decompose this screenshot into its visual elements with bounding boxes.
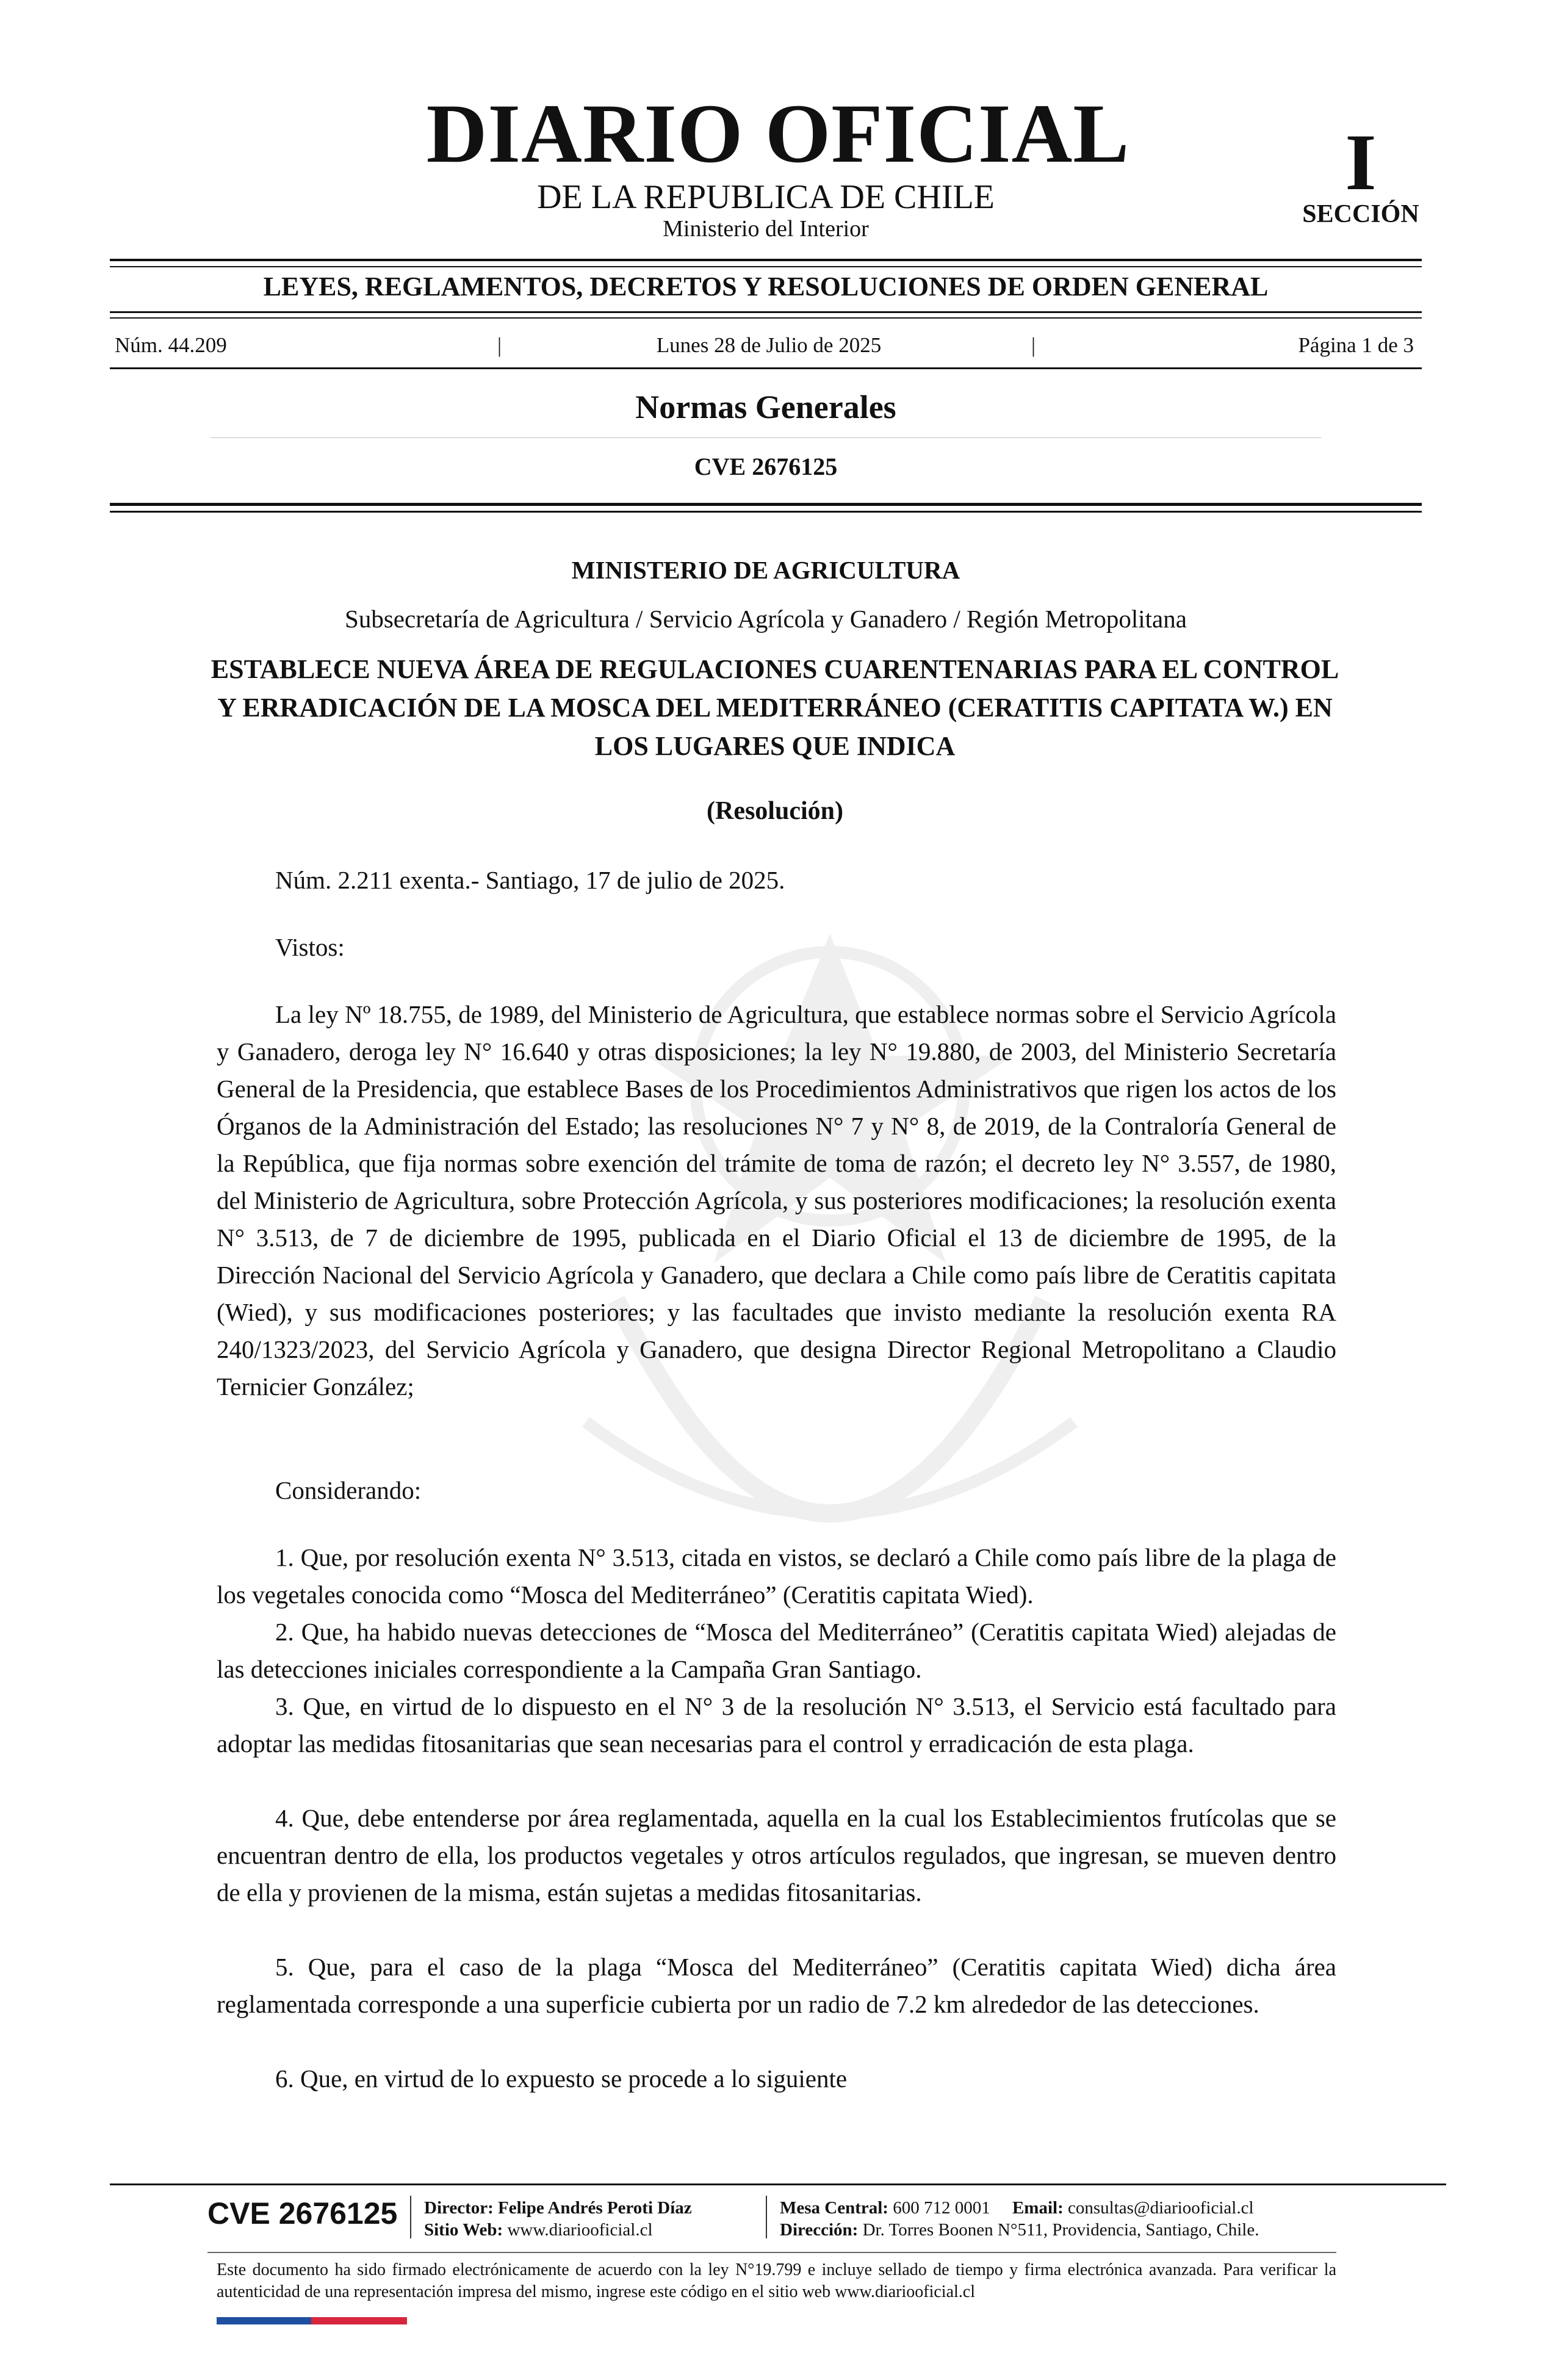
- issue-number: Núm. 44.209: [115, 333, 227, 357]
- document-title: ESTABLECE NUEVA ÁREA DE REGULACIONES CUARENTENARIAS PARA EL CONTROL Y ERRADICACIÓN DE LA MOSCA DEL MEDITERRÁNEO (CERATITIS CAPITATA W.) EN LOS LUGARES QUE INDICA: [211, 654, 1339, 761]
- email-link[interactable]: consultas@diariooficial.cl: [1068, 2198, 1254, 2218]
- considerando-item: 4. Que, debe entenderse por área reglamentada, aquella en la cual los Establecimientos frutícolas que se encuentran dentro de ella, los productos vegetales y otros artículos regulados, que ingresan, se mueven dentro de ella y provienen de la misma, están sujetas a medidas fitosanitarias.: [217, 1804, 1336, 1906]
- divider: [110, 503, 1422, 506]
- footer-separator: [410, 2196, 411, 2238]
- considerando-item: 3. Que, en virtud de lo dispuesto en el N° 3 de la resolución N° 3.513, el Servicio está facultado para adoptar las medidas fitosanitarias que sean necesarias para el control y erradicación de esta plaga.: [217, 1692, 1336, 1758]
- direccion-value: Dr. Torres Boonen N°511, Providencia, Santiago, Chile.: [862, 2220, 1259, 2240]
- divider: [110, 259, 1422, 261]
- director-name: Felipe Andrés Peroti Díaz: [498, 2198, 692, 2218]
- divider: [110, 266, 1422, 267]
- considerando-item: 2. Que, ha habido nuevas detecciones de “Mosca del Mediterráneo” (Ceratitis capitata Wied) alejadas de las detecciones iniciales correspondiente a la Campaña Gran Santiago.: [217, 1618, 1336, 1683]
- flag-bar-red: [311, 2317, 407, 2324]
- masthead-ministry: Ministerio del Interior: [663, 216, 869, 242]
- footer-mesa: [780, 2197, 1360, 2219]
- mesa-label: Mesa Central:: [780, 2198, 888, 2218]
- separator: |: [1031, 333, 1036, 357]
- divider: [110, 317, 1422, 319]
- director-label: Director:: [424, 2198, 494, 2218]
- footer-divider: [110, 2183, 1446, 2185]
- masthead-title: DIARIO OFICIAL: [426, 87, 1130, 180]
- considerando-label: Considerando:: [275, 1476, 422, 1504]
- cve-code: CVE 2676125: [694, 453, 838, 480]
- web-link[interactable]: www.diariooficial.cl: [507, 2220, 653, 2240]
- document-ministry: MINISTERIO DE AGRICULTURA: [571, 556, 960, 584]
- footer-cve: CVE 2676125: [207, 2196, 398, 2230]
- category-heading: LEYES, REGLAMENTOS, DECRETOS Y RESOLUCIONES DE ORDEN GENERAL: [263, 272, 1269, 301]
- mesa-phone: 600 712 0001: [893, 2198, 990, 2218]
- footer-direccion: [780, 2219, 1360, 2241]
- section-number: I: [1345, 117, 1377, 207]
- issue-date: Lunes 28 de Julio de 2025: [656, 333, 882, 357]
- considerando-item: 1. Que, por resolución exenta N° 3.513, citada en vistos, se declaró a Chile como país libre de la plaga de los vegetales conocida como “Mosca del Mediterráneo” (Ceratitis capitata Wied).: [217, 1543, 1336, 1609]
- direccion-label: Dirección:: [780, 2220, 859, 2240]
- separator: |: [497, 333, 502, 357]
- considerando-item: 6. Que, en virtud de lo expuesto se procede a lo siguiente: [275, 2064, 848, 2093]
- divider: [110, 511, 1422, 513]
- considerando-item: 5. Que, para el caso de la plaga “Mosca del Mediterráneo” (Ceratitis capitata Wied) dicha área reglamentada corresponde a una superficie cubierta por un radio de 7.2 km alrededor de las detecciones.: [217, 1953, 1336, 2018]
- section-heading: Normas Generales: [635, 389, 896, 425]
- divider: [211, 437, 1321, 438]
- footer-separator: [766, 2196, 767, 2238]
- web-label: Sitio Web:: [424, 2220, 503, 2240]
- document-subsecretaria: Subsecretaría de Agricultura / Servicio Agrícola y Ganadero / Región Metropolitana: [345, 605, 1187, 633]
- masthead-subtitle: DE LA REPUBLICA DE CHILE: [537, 178, 995, 216]
- footer-divider: [207, 2252, 1336, 2253]
- divider: [110, 311, 1422, 313]
- footer-web: [424, 2219, 766, 2241]
- email-label: Email:: [1012, 2198, 1064, 2218]
- vistos-text: La ley Nº 18.755, de 1989, del Ministerio de Agricultura, que establece normas sobre el Servicio Agrícola y Ganadero, deroga ley N° 16.640 y otras disposiciones; la ley N° 19.880, de 2003, del Ministerio Secretaría General de la Presidencia, que establece Bases de los Procedimientos Administrativos que rigen los actos de los Órganos de la Administración del Estado; las resoluciones N° 7 y N° 8, de 2019, de la Contraloría General de la República, que fija normas sobre exención del trámite de toma de razón; el decreto ley N° 3.557, de 1980, del Ministerio de Agricultura, sobre Protección Agrícola, y sus posteriores modificaciones; la resolución exenta N° 3.513, de 7 de diciembre de 1995, publicada en el Diario Oficial el 13 de diciembre de 1995, de la Dirección Nacional del Servicio Agrícola y Ganadero, que declara a Chile como país libre de Ceratitis capitata (Wied), y sus modificaciones posteriores; y las facultades que invisto mediante la resolución exenta RA 240/1323/2023, del Servicio Agrícola y Ganadero, que designa Director Regional Metropolitano a Claudio Ternicier González;: [217, 1000, 1336, 1401]
- section-label: SECCIÓN: [1302, 200, 1419, 228]
- page-count: Página 1 de 3: [1298, 333, 1414, 357]
- footer-legal: Este documento ha sido firmado electrónicamente de acuerdo con la ley N°19.799 e incluye sellado de tiempo y firma electrónica avanzada. Para verificar la autenticidad de una representación impresa del mismo, ingrese este código en el sitio web www.diariooficial.cl: [217, 2260, 1336, 2301]
- flag-bar-blue: [217, 2317, 311, 2324]
- resolution-number: Núm. 2.211 exenta.- Santiago, 17 de julio de 2025.: [275, 866, 785, 894]
- document-type: (Resolución): [707, 797, 843, 825]
- vistos-label: Vistos:: [275, 933, 345, 961]
- footer-director: [424, 2197, 766, 2219]
- divider: [110, 367, 1422, 369]
